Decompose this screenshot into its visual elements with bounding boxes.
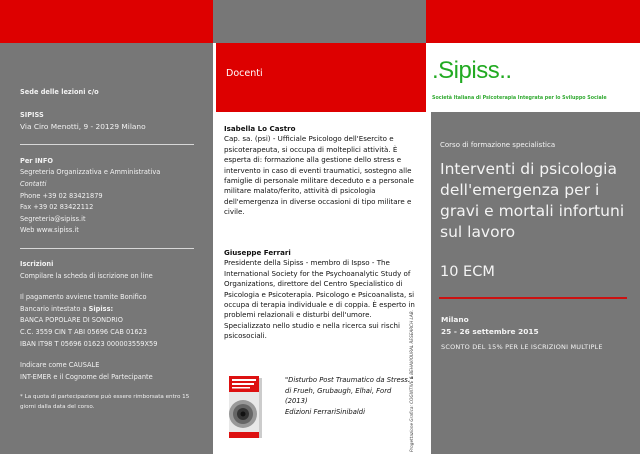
left-top-red-band: [0, 0, 213, 43]
venue-heading: Sede delle lezioni c/o: [20, 88, 99, 96]
book-caption: [285, 375, 415, 418]
contacts-label: Contatti: [20, 179, 47, 188]
venue-address: Via Ciro Menotti, 9 - 20129 Milano: [20, 122, 146, 132]
course-label: Corso di formazione specialistica: [440, 141, 556, 149]
info-heading: Per INFO: [20, 156, 53, 165]
causale-line-2: INT-EMER e il Cognome del Partecipante: [20, 372, 153, 381]
discount-note: SCONTO DEL 15% PER LE ISCRIZIONI MULTIPLE: [441, 343, 603, 351]
iban: IBAN IT98 T 05696 01623 000003559X59: [20, 339, 158, 348]
course-panel: [431, 112, 640, 454]
book-cover-image: [227, 374, 263, 440]
bank-codes: C.C. 3559 CIN T ABI 05696 CAB 01623: [20, 327, 147, 336]
payment-line-1: Il pagamento avviene tramite Bonifico: [20, 293, 147, 302]
bank-name: BANCA POPOLARE DI SONDRIO: [20, 316, 123, 325]
book-year: (2013): [285, 397, 308, 406]
sipiss-logo: .Sipiss..: [432, 57, 512, 84]
registration-heading: Iscrizioni: [20, 259, 54, 268]
web-link[interactable]: Web www.sipiss.it: [20, 226, 79, 235]
teacher-bio: Cap. sa. (psi) - Ufficiale Psicologo dell'Esercito e psicoterapeuta, si occupa di molteplici attività. È esperta di: formazione alla gestione dello stress e intervento in caso di eventi traumatici, sostegno alle famiglie di personale militare deceduto e a personale militare malato/ferito, attività di psicologia dell'emergenza in diverse occasioni di tipo militare e civile.: [224, 134, 414, 217]
book-title: "Disturbo Post Traumatico da Stress." di Frueh, Grubaugh, Elhai, Ford: [285, 376, 414, 395]
teacher-bio: Presidente della Sipiss - membro di Ispso - The International Society for the Psychoanalytic Study of Organizations, direttore del Centro Specialistico di Psicologia e Psicoterapia. Psicologo e Psicoanalista, si occupa di terapia individuale e di coppia. È esperto in problemi relazionali e disturbi dell'umore. Specializzato nello studio e nella ricerca sui rischi psicosociali.: [224, 258, 415, 341]
registration-text: Compilare la scheda di iscrizione on line: [20, 271, 153, 280]
course-location-dates: [441, 314, 539, 338]
left-info-panel: [0, 43, 213, 454]
teachers-panel: [213, 112, 426, 454]
teacher-name: Isabella Lo Castro: [224, 124, 296, 133]
payment-line-2: Bancario intestato a Sipiss:: [20, 304, 114, 313]
info-office: Segreteria Organizzativa e Amministrativa: [20, 168, 161, 177]
course-title: Interventi di psicologia dell'emergenza per i gravi e mortali infortuni sul lavoro: [440, 160, 625, 241]
course-city: Milano: [441, 315, 469, 324]
ecm-credits: 10 ECM: [440, 264, 495, 280]
teacher-entry: [224, 248, 416, 342]
middle-top-gray-band: [213, 0, 426, 43]
right-top-red-band: [426, 0, 640, 43]
venue-name: SIPISS: [20, 110, 44, 119]
email-link[interactable]: Segreteria@sipiss.it: [20, 214, 86, 223]
book-publisher: Edizioni FerrariSinibaldi: [285, 408, 365, 417]
teacher-entry: [224, 124, 416, 218]
course-dates: 25 - 26 settembre 2015: [441, 327, 539, 336]
phone-number: Phone +39 02 83421879: [20, 191, 103, 200]
fax-number: Fax +39 02 83422112: [20, 203, 94, 212]
red-divider: [439, 297, 627, 299]
sipiss-tagline: Società Italiana di Psicoterapia Integrata per lo Sviluppo Sociale: [432, 96, 607, 101]
refund-note: * La quota di partecipazione può essere rimborsata entro 15 giorni dalla data del corso.: [20, 394, 190, 410]
sipiss-logo-area: [426, 43, 640, 112]
teacher-name: Giuseppe Ferrari: [224, 248, 291, 257]
docenti-header: [216, 43, 426, 112]
docenti-title: Docenti: [226, 68, 263, 79]
causale-line-1: Indicare come CAUSALE: [20, 361, 100, 370]
design-credit: Progettazione Grafica: COGNITIVE & BEHAVIOURAL RESEARCH LAB.: [409, 310, 414, 452]
